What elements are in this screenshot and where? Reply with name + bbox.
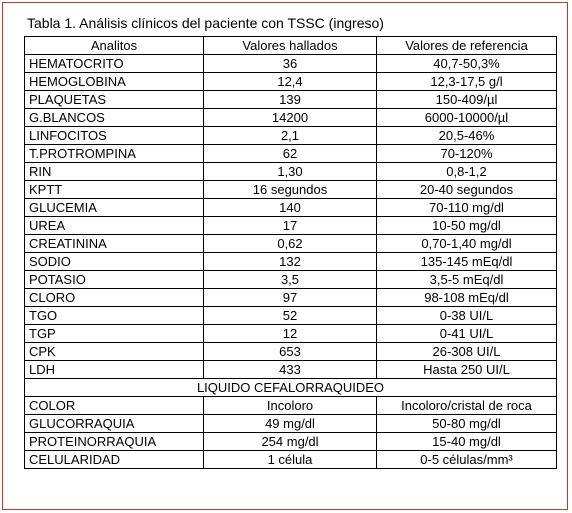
- value-cell: 62: [204, 145, 377, 163]
- table-row: [25, 235, 557, 253]
- value-cell: 132: [204, 253, 377, 271]
- value-cell: 1 célula: [204, 451, 377, 469]
- value-cell: 1,30: [204, 163, 377, 181]
- header-valores-hallados: Valores hallados: [204, 37, 377, 55]
- header-row: [25, 37, 557, 55]
- reference-cell: 40,7-50,3%: [377, 55, 557, 73]
- value-cell: 36: [204, 55, 377, 73]
- reference-cell: 6000-10000/µl: [377, 109, 557, 127]
- value-cell: 49 mg/dl: [204, 415, 377, 433]
- analyte-cell: POTASIO: [25, 271, 204, 289]
- reference-cell: 10-50 mg/dl: [377, 217, 557, 235]
- analyte-cell: HEMATOCRITO: [25, 55, 204, 73]
- table-row: [25, 253, 557, 271]
- value-cell: 12,4: [204, 73, 377, 91]
- analyte-cell: GLUCORRAQUIA: [25, 415, 204, 433]
- value-cell: Incoloro: [204, 397, 377, 415]
- table-row: [25, 199, 557, 217]
- section-row: [25, 379, 557, 397]
- value-cell: 16 segundos: [204, 181, 377, 199]
- table-row: [25, 217, 557, 235]
- table-row: [25, 127, 557, 145]
- value-cell: 254 mg/dl: [204, 433, 377, 451]
- table-row: [25, 343, 557, 361]
- analyte-cell: PROTEINORRAQUIA: [25, 433, 204, 451]
- reference-cell: 0,70-1,40 mg/dl: [377, 235, 557, 253]
- reference-cell: Incoloro/cristal de roca: [377, 397, 557, 415]
- value-cell: 433: [204, 361, 377, 379]
- reference-cell: 26-308 UI/L: [377, 343, 557, 361]
- value-cell: 3,5: [204, 271, 377, 289]
- analyte-cell: COLOR: [25, 397, 204, 415]
- reference-cell: 15-40 mg/dl: [377, 433, 557, 451]
- reference-cell: 0,8-1,2: [377, 163, 557, 181]
- table-row: [25, 145, 557, 163]
- analyte-cell: T.PROTROMPINA: [25, 145, 204, 163]
- analyte-cell: CPK: [25, 343, 204, 361]
- table-row: [25, 307, 557, 325]
- analyte-cell: GLUCEMIA: [25, 199, 204, 217]
- table-row: [25, 271, 557, 289]
- analyte-cell: TGP: [25, 325, 204, 343]
- analyte-cell: PLAQUETAS: [25, 91, 204, 109]
- table-row: [25, 91, 557, 109]
- analyte-cell: SODIO: [25, 253, 204, 271]
- value-cell: 17: [204, 217, 377, 235]
- value-cell: 139: [204, 91, 377, 109]
- value-cell: 52: [204, 307, 377, 325]
- analyte-cell: RIN: [25, 163, 204, 181]
- analyte-cell: LINFOCITOS: [25, 127, 204, 145]
- reference-cell: 150-409/µl: [377, 91, 557, 109]
- table-row: [25, 397, 557, 415]
- reference-cell: 50-80 mg/dl: [377, 415, 557, 433]
- value-cell: 14200: [204, 109, 377, 127]
- value-cell: 653: [204, 343, 377, 361]
- analyte-cell: TGO: [25, 307, 204, 325]
- reference-cell: 20,5-46%: [377, 127, 557, 145]
- table-row: [25, 325, 557, 343]
- table-row: [25, 433, 557, 451]
- table-row: [25, 289, 557, 307]
- reference-cell: 0-38 UI/L: [377, 307, 557, 325]
- reference-cell: 0-5 células/mm³: [377, 451, 557, 469]
- reference-cell: 70-110 mg/dl: [377, 199, 557, 217]
- csf-section: [25, 379, 557, 397]
- header-valores-referencia: Valores de referencia: [377, 37, 557, 55]
- reference-cell: 3,5-5 mEq/dl: [377, 271, 557, 289]
- analyte-cell: KPTT: [25, 181, 204, 199]
- value-cell: 140: [204, 199, 377, 217]
- analyte-cell: LDH: [25, 361, 204, 379]
- lab-results-table: [24, 36, 557, 469]
- table-row: [25, 73, 557, 91]
- analyte-cell: CREATININA: [25, 235, 204, 253]
- section-title: LIQUIDO CEFALORRAQUIDEO: [25, 379, 557, 397]
- value-cell: 97: [204, 289, 377, 307]
- reference-cell: 135-145 mEq/dl: [377, 253, 557, 271]
- reference-cell: 0-41 UI/L: [377, 325, 557, 343]
- value-cell: 12: [204, 325, 377, 343]
- header-analitos: Analitos: [25, 37, 204, 55]
- value-cell: 2,1: [204, 127, 377, 145]
- reference-cell: 70-120%: [377, 145, 557, 163]
- table-row: [25, 55, 557, 73]
- table-caption: Tabla 1. Análisis clínicos del paciente con TSSC (ingreso): [27, 15, 384, 31]
- table-row: [25, 181, 557, 199]
- analyte-cell: G.BLANCOS: [25, 109, 204, 127]
- analyte-cell: CLORO: [25, 289, 204, 307]
- value-cell: 0,62: [204, 235, 377, 253]
- lab-results-body: [25, 55, 557, 379]
- csf-results-body: [25, 397, 557, 469]
- reference-cell: 98-108 mEq/dl: [377, 289, 557, 307]
- analyte-cell: HEMOGLOBINA: [25, 73, 204, 91]
- analyte-cell: CELULARIDAD: [25, 451, 204, 469]
- table-row: [25, 451, 557, 469]
- reference-cell: Hasta 250 UI/L: [377, 361, 557, 379]
- reference-cell: 20-40 segundos: [377, 181, 557, 199]
- table-row: [25, 163, 557, 181]
- table-row: [25, 415, 557, 433]
- analyte-cell: UREA: [25, 217, 204, 235]
- table-row: [25, 361, 557, 379]
- reference-cell: 12,3-17,5 g/l: [377, 73, 557, 91]
- table-row: [25, 109, 557, 127]
